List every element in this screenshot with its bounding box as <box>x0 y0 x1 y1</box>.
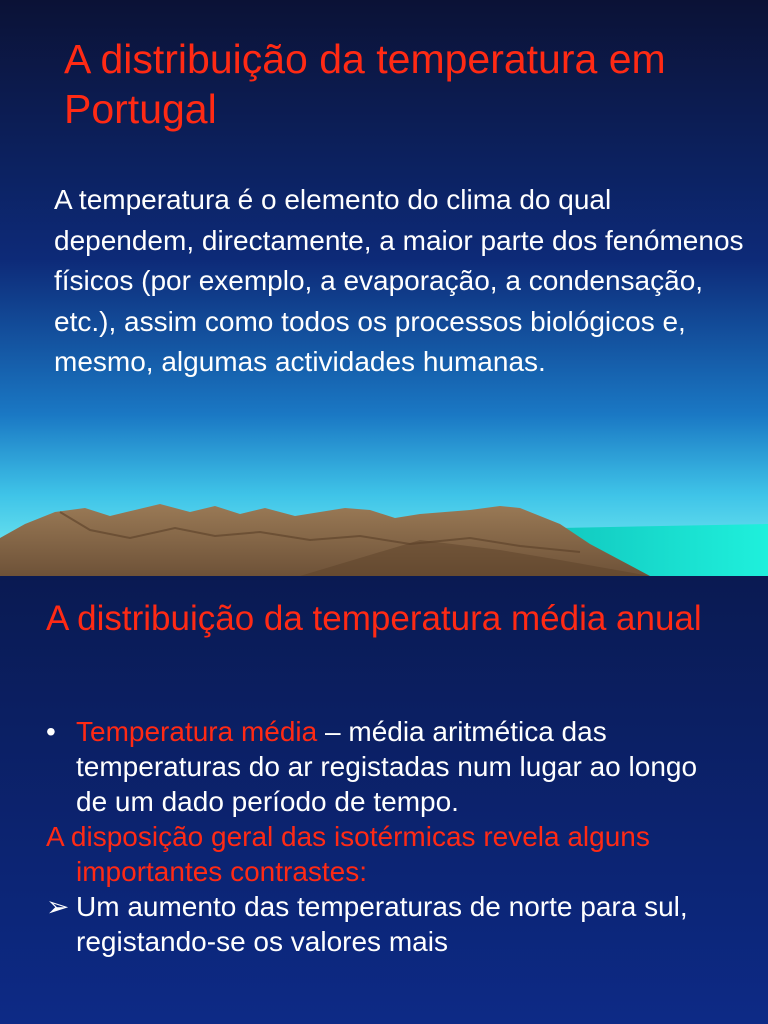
bullet-item <box>46 714 726 819</box>
arrow-item-text: Um aumento das temperaturas de norte para sul, registando-se os valores mais <box>76 891 688 957</box>
bullet-marker: • <box>46 716 56 747</box>
arrow-item <box>46 889 726 959</box>
slide-1-body-text: A temperatura é o elemento do clima do qual dependem, directamente, a maior parte dos fenómenos físicos (por exemplo, a evaporação, a condensação, etc.), assim como todos os processos biológicos e, mesmo, algumas actividades humanas. <box>54 184 744 377</box>
arrow-bullet-icon: ➢ <box>46 891 70 922</box>
bullet-term: Temperatura média <box>76 716 318 747</box>
slide-2-title: A distribuição da temperatura média anual <box>46 599 702 638</box>
slide-2 <box>0 576 768 1024</box>
mountain-landscape <box>0 420 768 576</box>
bullet-definition: – média aritmética das temperaturas do ar registadas num lugar ao longo de um dado período de tempo. <box>76 716 698 817</box>
slide-1-title: A distribuição da temperatura em Portugal <box>64 36 666 132</box>
contrasts-intro: A disposição geral das isotérmicas revela alguns importantes contrastes: <box>46 821 650 887</box>
slide-2-content <box>46 714 726 959</box>
